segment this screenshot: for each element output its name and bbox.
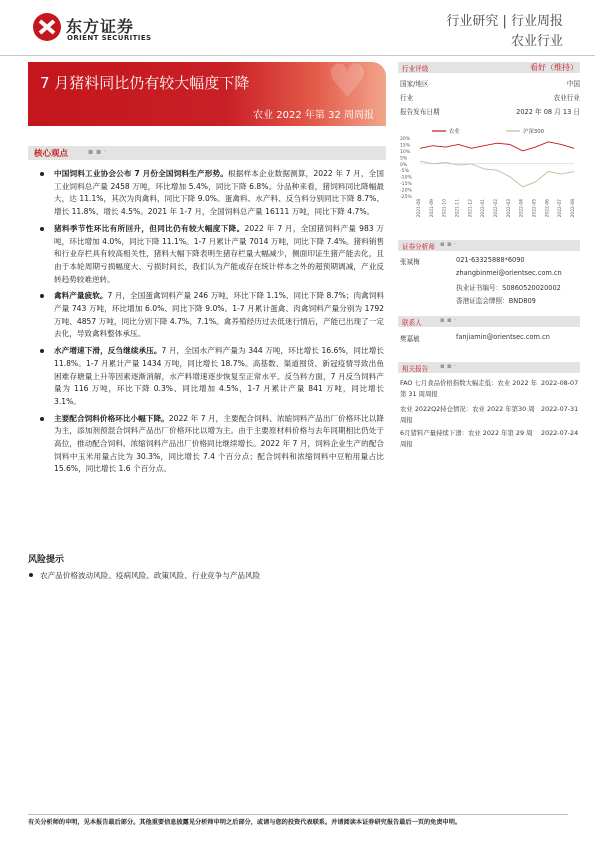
bullet-text: 2022 年 7 月，全国猪饲料产量 983 万吨，环比增加 4.0%，同比下降 11.1%。1-7 月累计产量 7014 万吨，同比下降 7.4%。猪料销售和行业存栏具有较高相关性，猪料大幅下降表明生猪存栏量大幅减少，侧面印证生猪产能去化，且由于本轮周期亏损幅度大、亏损时间长，我们认为产能或存在统计样本之外的超预期调减，产业反转趋势较难逆转。 — [54, 223, 384, 284]
bullet-heading: 主要配合饲料价格环比小幅下降。 — [54, 413, 169, 423]
contact-name: 樊嘉敏 — [400, 335, 420, 343]
footer-divider — [28, 814, 568, 815]
x-tick-label: 2022-06 — [545, 199, 551, 218]
report-type: 行业研究 | 行业周报 — [446, 14, 563, 29]
contact-label: 联系人 — [402, 319, 422, 327]
bullet-item — [40, 290, 384, 341]
y-tick-label: 15% — [400, 143, 411, 149]
rating-bar — [398, 62, 580, 73]
risk-bullet-icon — [29, 573, 33, 577]
section-dots: ▪ ▪ · — [440, 362, 457, 370]
bullet-heading: 中国饲料工业协会公布 7 月份全国饲料生产形势。 — [54, 169, 228, 178]
rating-value: 看好（维持） — [530, 63, 578, 72]
industry-label: 农业行业 — [510, 34, 563, 49]
legend-label: 沪深300 — [523, 129, 545, 135]
analyst-label: 证券分析师 — [402, 243, 435, 251]
related-report-title[interactable]: FAO 七月食品价格指数大幅走低：农业 2022 年第 31 周周报 — [400, 379, 537, 398]
x-tick-label: 2021-09 — [429, 199, 435, 218]
info-row — [400, 78, 580, 88]
risk-title: 风险提示 — [28, 555, 65, 565]
bullet-item — [40, 223, 384, 287]
analyst-cert: 执业证书编号：S0860520020002 — [456, 284, 561, 292]
related-report-date: 2022-07-24 — [541, 429, 579, 437]
analyst-phone: 021-63325888*6090 — [456, 256, 525, 264]
info-key: 国家/地区 — [400, 80, 429, 88]
info-value: 农业行业 — [553, 94, 580, 102]
x-tick-label: 2021-11 — [455, 199, 461, 218]
bullet-text: 2022 年 7 月，主要配合饲料、浓缩饲料产品出厂价格环比以降为主，添加剂预混合饲料产品出厂价格环比以增为主。由于主要原材料价格与去年同期相比仍处于高位，推动配合饲料、浓缩饲料产品出厂价格同比继续增长。2022 年 7 月，饲料企业生产的配合饲料中玉米用量占比为 30.3%，同比增长 7.4 个百分点；配合饲料和浓缩饲料中豆粕用量占比 15.6%，同比增长 1.6 个百分点。 — [54, 413, 384, 474]
x-tick-label: 2022-01 — [481, 199, 487, 218]
bullet-heading: 禽料产量疲软。 — [54, 291, 108, 301]
performance-chart — [398, 124, 580, 234]
info-row — [400, 106, 580, 116]
related-report-title[interactable]: 农业 2022Q2持仓情况：农业 2022 年第30 周周报 — [400, 405, 535, 424]
y-tick-label: -10% — [400, 175, 412, 181]
core-section-bar — [28, 146, 386, 160]
y-tick-label: 20% — [400, 137, 411, 142]
y-tick-label: -20% — [400, 188, 412, 194]
related-report-date: 2022-08-07 — [541, 379, 579, 387]
related-report-title[interactable]: 6月猪料产量持续下滑：农业 2022 年第 29 周周报 — [400, 429, 533, 448]
x-tick-label: 2022-07 — [558, 199, 564, 218]
contact-section-bar — [398, 316, 580, 327]
section-dots: ▪ ▪ · — [440, 316, 457, 324]
info-key: 行业 — [400, 94, 414, 102]
section-dots: ▪ ▪ · — [88, 147, 107, 156]
title-banner — [28, 62, 386, 126]
x-tick-label: 2022-08 — [571, 199, 576, 218]
bullet-text: 7 月，全国水产料产量为 344 万吨，环比增长 16.6%，同比增长 11.8%。1-7 月累计产量 1434 万吨，同比增长 18.7%。高基数、渠道囤货、新冠疫情导致出鱼困难存塘量上升等因素逐渐消解，水产料增速逐步恢复至正常水平。反刍料方面，7 月反刍饲料产量为 116 万吨，环比下降 0.3%、同比增加 4.5%，1-7 月累计产量 841 万吨，同比增长 3.1%。 — [54, 346, 384, 406]
rating-label: 行业评级 — [402, 65, 429, 73]
legend-label: 农业 — [449, 129, 460, 135]
contact-email[interactable]: fanjiamin@orientsec.com.cn — [456, 333, 550, 341]
section-dots: ▪ ▪ · — [440, 240, 457, 248]
bullet-text: 7 月，全国蛋禽饲料产量 246 万吨，环比下降 1.1%、同比下降 8.7%；肉禽饲料产量 743 万吨，环比增加 6.0%、同比下降 9.0%。1-7 月累计蛋禽、肉禽饲料产量分别为 1792 万吨、4857 万吨，同比分别下降 4.7%、7.1%。禽养殖经历过去低迷行情后，产能已出现了一定去化，导致禽料整体承压。 — [54, 291, 384, 339]
analyst-name: 张斌梅 — [400, 258, 420, 266]
analyst-email[interactable]: zhangbinmei@orientsec.com.cn — [456, 269, 562, 277]
y-tick-label: 5% — [400, 156, 408, 162]
risk-item: 农产品价格波动风险、疫病风险、政策风险、行业竞争与产品风险 — [40, 571, 261, 580]
y-tick-label: -25% — [400, 195, 412, 200]
analyst-hk-license: 香港证监会牌照：BND809 — [456, 297, 536, 305]
series-line-0 — [420, 142, 574, 151]
related-section-bar — [398, 362, 580, 373]
bullet-heading: 水产增速下滑，反刍继续承压。 — [54, 346, 162, 356]
report-subtitle: 农业 2022 年第 32 周周报 — [253, 110, 374, 121]
core-bullet-list — [40, 168, 384, 480]
y-tick-label: -15% — [400, 182, 412, 188]
bullet-item — [40, 413, 384, 477]
x-tick-label: 2021-10 — [442, 199, 448, 218]
x-tick-label: 2021-08 — [417, 199, 422, 218]
x-tick-label: 2022-05 — [532, 199, 538, 218]
bullet-heading: 猪料季节性环比有所回升，但同比仍有较大幅度下降。 — [54, 223, 245, 233]
x-tick-label: 2021-12 — [468, 199, 474, 218]
analyst-section-bar — [398, 240, 580, 251]
bullet-item — [40, 345, 384, 409]
series-line-1 — [420, 161, 574, 187]
related-report-date: 2022-07-31 — [541, 405, 579, 413]
x-tick-label: 2022-04 — [519, 199, 525, 218]
core-section-label: 核心观点 — [34, 149, 69, 159]
bullet-text: 根据样本企业数据测算，2022 年 7 月，全国工业饲料总产量 2458 万吨，环比增加 5.4%，同比下降 6.8%。分品种来看，猪饲料同比降幅最大，达 11.1%，其次为肉禽料，同比下降 9.0%。蛋禽料、水产料、反刍料分别同比下降 8.7%、增长 11.8%、增长 4.5%。2021 年 1-7 月，全国饲料总产量 16111 万吨，同比下降 4.7%。 — [54, 169, 384, 217]
logo-text-en: ORIENT SECURITIES — [67, 34, 152, 42]
info-row — [400, 92, 580, 102]
info-value: 2022 年 08 月 13 日 — [516, 108, 580, 116]
banner-decoration: ♥ — [326, 62, 368, 108]
x-tick-label: 2022-02 — [494, 199, 499, 218]
related-label: 相关报告 — [402, 365, 429, 373]
header-divider — [0, 55, 595, 56]
info-key: 报告发布日期 — [400, 108, 440, 116]
bullet-item — [40, 168, 384, 219]
footer-disclaimer: 有关分析师的申明，见本报告最后部分。其他重要信息披露见分析师申明之后部分，或请与您的投资代表联系。并请阅读本证券研究报告最后一页的免责申明。 — [28, 819, 462, 826]
report-title: 7 月猪料同比仍有较大幅度下降 — [40, 74, 250, 92]
y-tick-label: 10% — [400, 149, 411, 155]
info-value: 中国 — [566, 80, 580, 88]
x-tick-label: 2022-03 — [506, 199, 512, 218]
y-tick-label: 0% — [400, 162, 408, 168]
logo-text-cn: 东方证券 — [66, 17, 135, 36]
y-tick-label: -5% — [400, 169, 409, 175]
company-logo-icon — [32, 12, 62, 42]
